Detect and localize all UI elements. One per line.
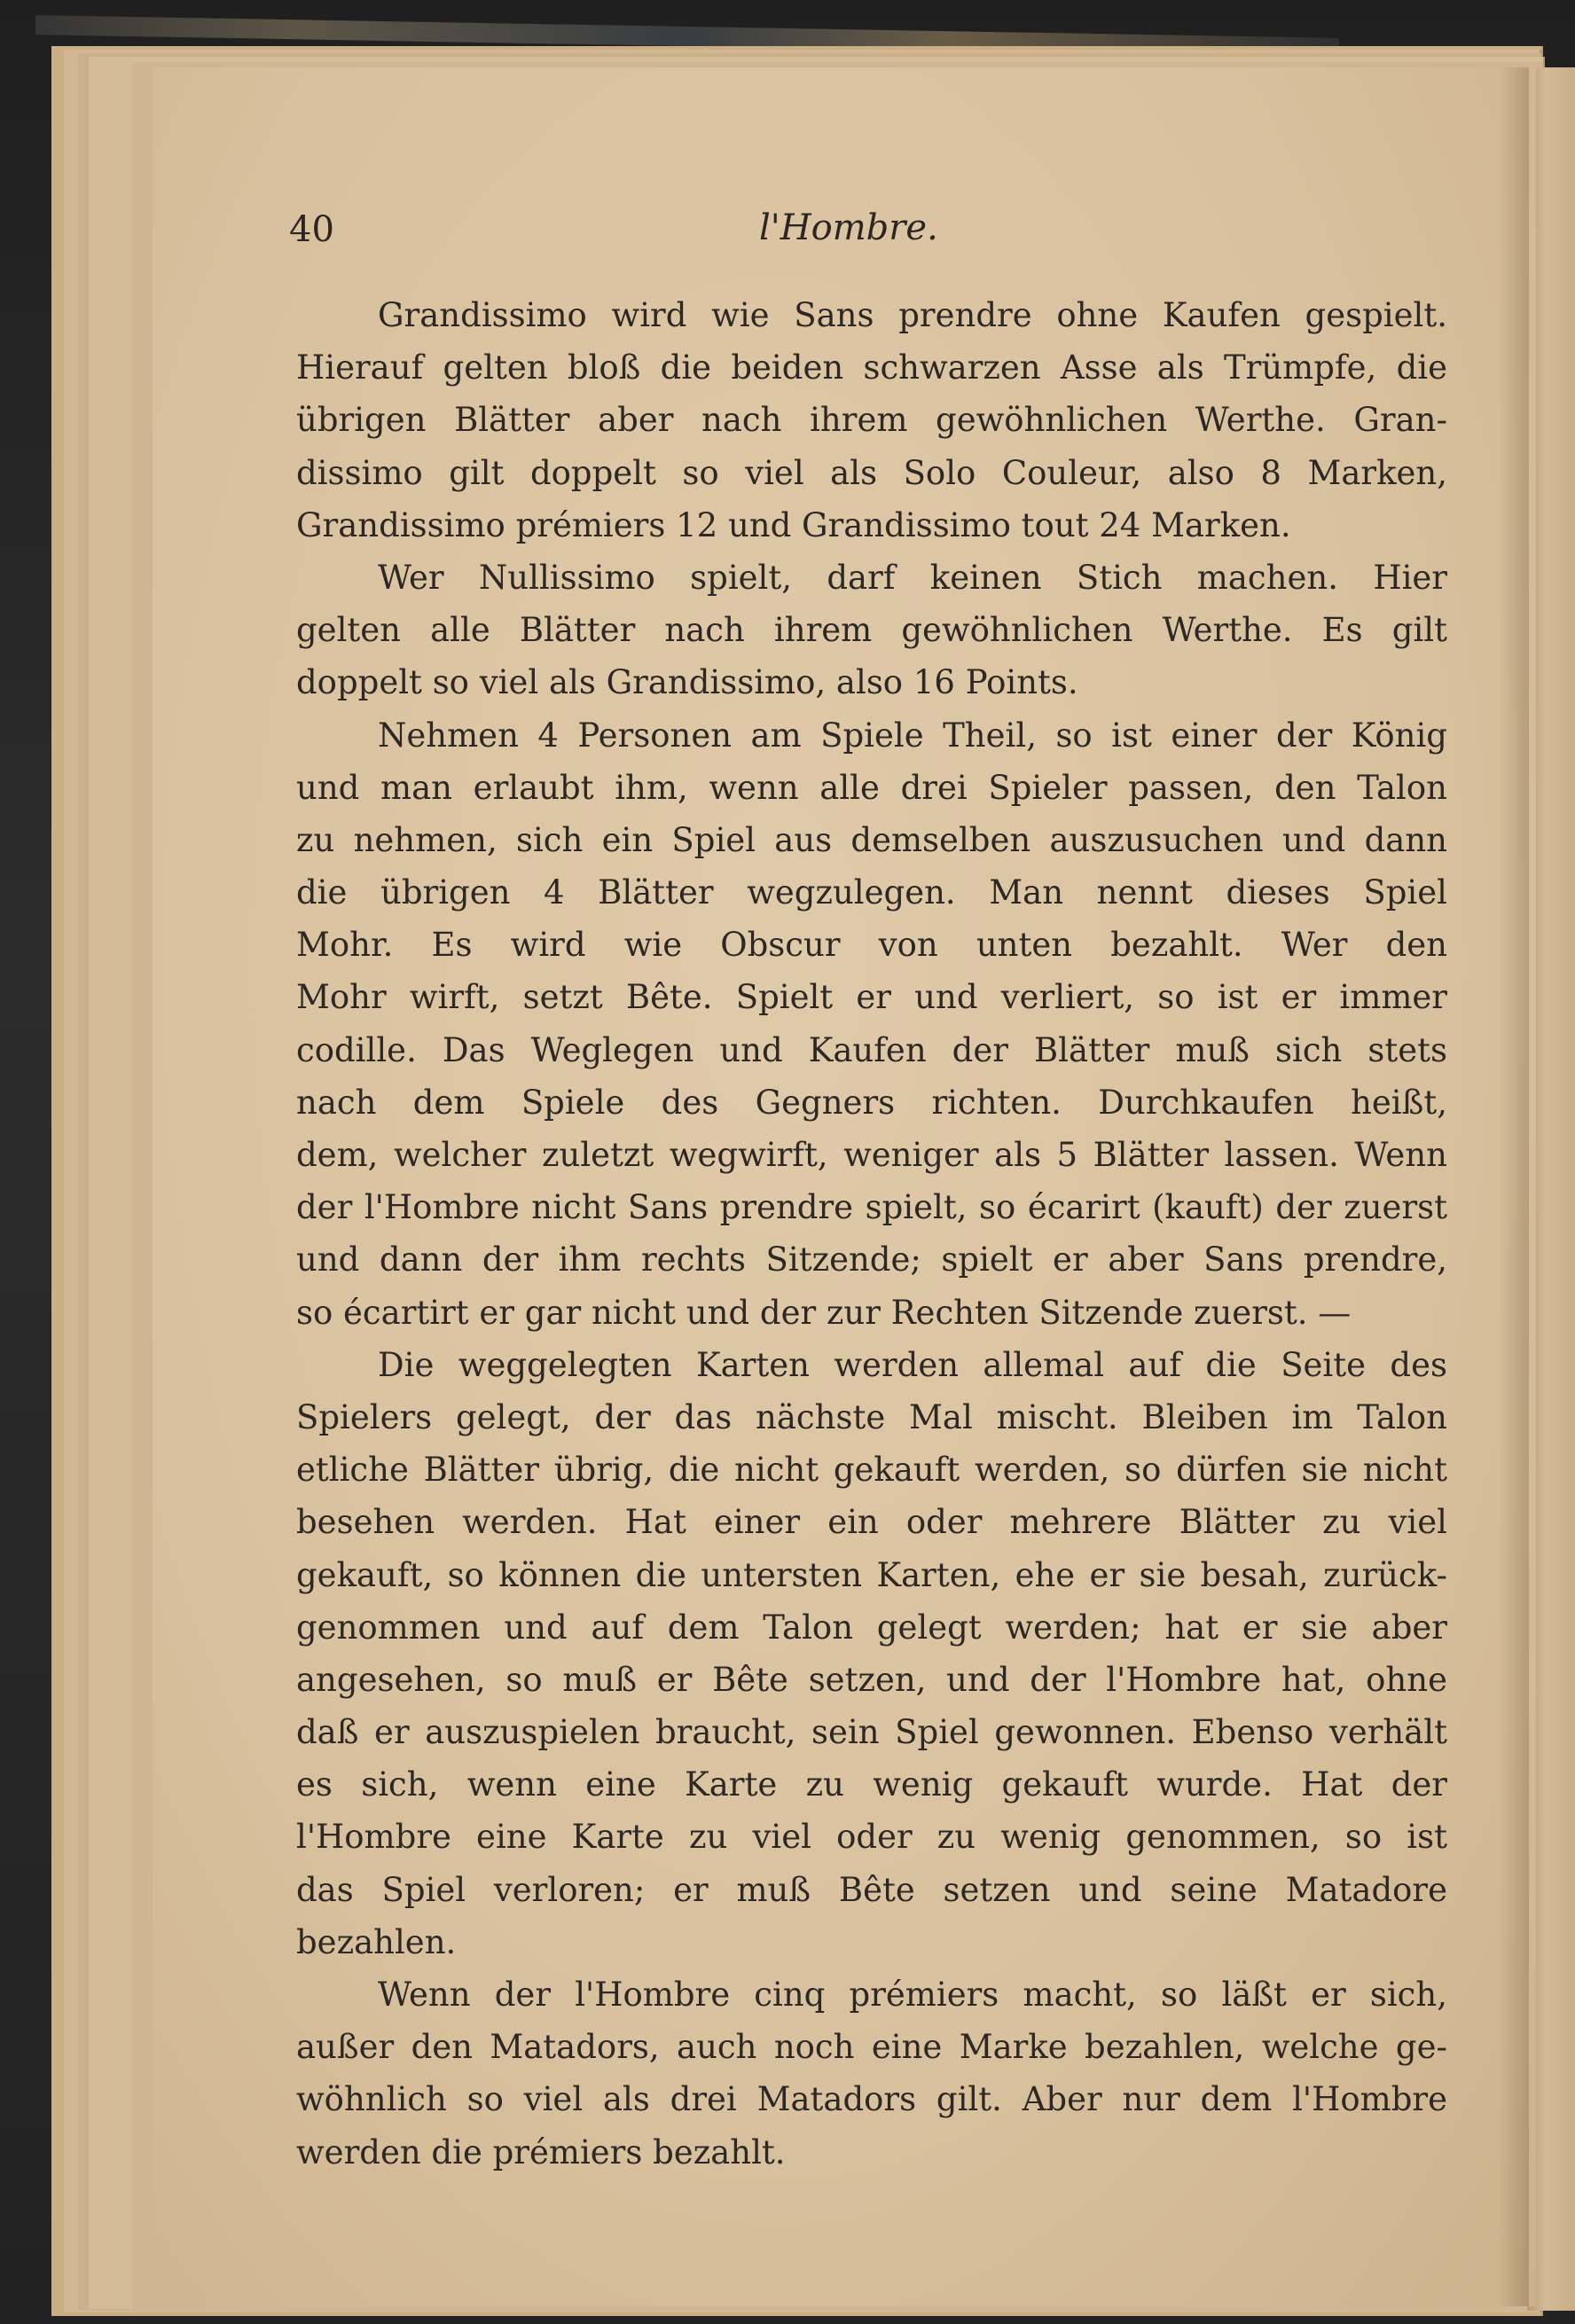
text-line: Grandissimo prémiers 12 und Grandissimo tout 24 Marken.	[296, 505, 1291, 544]
text-line: so écartirt er gar nicht und der zur Rechten Sitzende zuerst. —	[296, 1293, 1352, 1332]
text-line: besehen werden. Hat einer ein oder mehrere Blätter zu viel	[296, 1503, 1447, 1542]
text-line: zu nehmen, sich ein Spiel aus demselben auszusuchen und dann	[296, 820, 1447, 859]
paragraph	[296, 1968, 1447, 2179]
text-line: genommen und auf dem Talon gelegt werden; hat er sie aber	[296, 1608, 1447, 1647]
text-line: gekauft, so können die untersten Karten, ehe er sie besah, zurück-	[296, 1555, 1447, 1594]
text-line: daß er auszuspielen braucht, sein Spiel gewonnen. Ebenso verhält	[296, 1713, 1447, 1752]
text-line: l'Hombre eine Karte zu viel oder zu wenig genommen, so ist	[296, 1818, 1447, 1857]
page-gutter-shadow	[1499, 67, 1529, 2306]
text-line: Mohr. Es wird wie Obscur von unten bezahlt. Wer den	[296, 926, 1447, 965]
text-line: und dann der ihm rechts Sitzende; spielt er aber Sans prendre,	[296, 1240, 1447, 1279]
text-line: Spielers gelegt, der das nächste Mal mischt. Bleiben im Talon	[296, 1397, 1447, 1436]
text-line: es sich, wenn eine Karte zu wenig gekauft wurde. Hat der	[296, 1765, 1447, 1804]
text-line: Mohr wirft, setzt Bête. Spielt er und verliert, so ist er immer	[296, 978, 1447, 1017]
text-line: nach dem Spiele des Gegners richten. Durchkaufen heißt,	[296, 1083, 1447, 1122]
text-line: außer den Matadors, auch noch eine Marke bezahlen, welche ge-	[296, 2028, 1447, 2067]
running-title: l'Hombre.	[759, 207, 938, 248]
text-line: angesehen, so muß er Bête setzen, und der l'Hombre hat, ohne	[296, 1660, 1447, 1699]
paragraph	[296, 709, 1447, 1339]
text-line: übrigen Blätter aber nach ihrem gewöhnlichen Werthe. Gran-	[296, 401, 1447, 440]
text-line: doppelt so viel als Grandissimo, also 16 Points.	[296, 663, 1078, 702]
text-line: Hierauf gelten bloß die beiden schwarzen Asse als Trümpfe, die	[296, 348, 1447, 387]
text-line: das Spiel verloren; er muß Bête setzen und seine Matadore	[296, 1870, 1447, 1909]
text-line: die übrigen 4 Blätter wegzulegen. Man nennt dieses Spiel	[296, 873, 1447, 912]
text-line: gelten alle Blätter nach ihrem gewöhnlichen Werthe. Es gilt	[296, 611, 1447, 650]
text-line: dissimo gilt doppelt so viel als Solo Couleur, also 8 Marken,	[296, 453, 1447, 492]
paragraph	[296, 289, 1447, 552]
text-line: Nehmen 4 Personen am Spiele Theil, so ist einer der König	[378, 716, 1447, 755]
page-number: 40	[289, 209, 334, 250]
text-line: bezahlen.	[296, 1922, 457, 1961]
text-line: codille. Das Weglegen und Kaufen der Blätter muß sich stets	[296, 1030, 1447, 1069]
body-text	[296, 289, 1447, 2179]
text-line: der l'Hombre nicht Sans prendre spielt, so écarirt (kauft) der zuerst	[296, 1188, 1447, 1227]
text-line: Wer Nullissimo spielt, darf keinen Stich machen. Hier	[378, 558, 1447, 597]
paragraph	[296, 552, 1447, 709]
text-line: werden die prémiers bezahlt.	[296, 2132, 786, 2171]
text-line: Die weggelegten Karten werden allemal auf die Seite des	[378, 1345, 1447, 1384]
text-line: Grandissimo wird wie Sans prendre ohne Kaufen gespielt.	[378, 296, 1447, 334]
text-line: und man erlaubt ihm, wenn alle drei Spieler passen, den Talon	[296, 768, 1447, 807]
paragraph	[296, 1339, 1447, 1968]
text-line: dem, welcher zuletzt wegwirft, weniger als 5 Blätter lassen. Wenn	[296, 1136, 1447, 1174]
text-line: etliche Blätter übrig, die nicht gekauft werden, so dürfen sie nicht	[296, 1451, 1447, 1490]
text-line: Wenn der l'Hombre cinq prémiers macht, so läßt er sich,	[378, 1976, 1447, 2014]
text-line: wöhnlich so viel als drei Matadors gilt. Aber nur dem l'Hombre	[296, 2080, 1447, 2119]
